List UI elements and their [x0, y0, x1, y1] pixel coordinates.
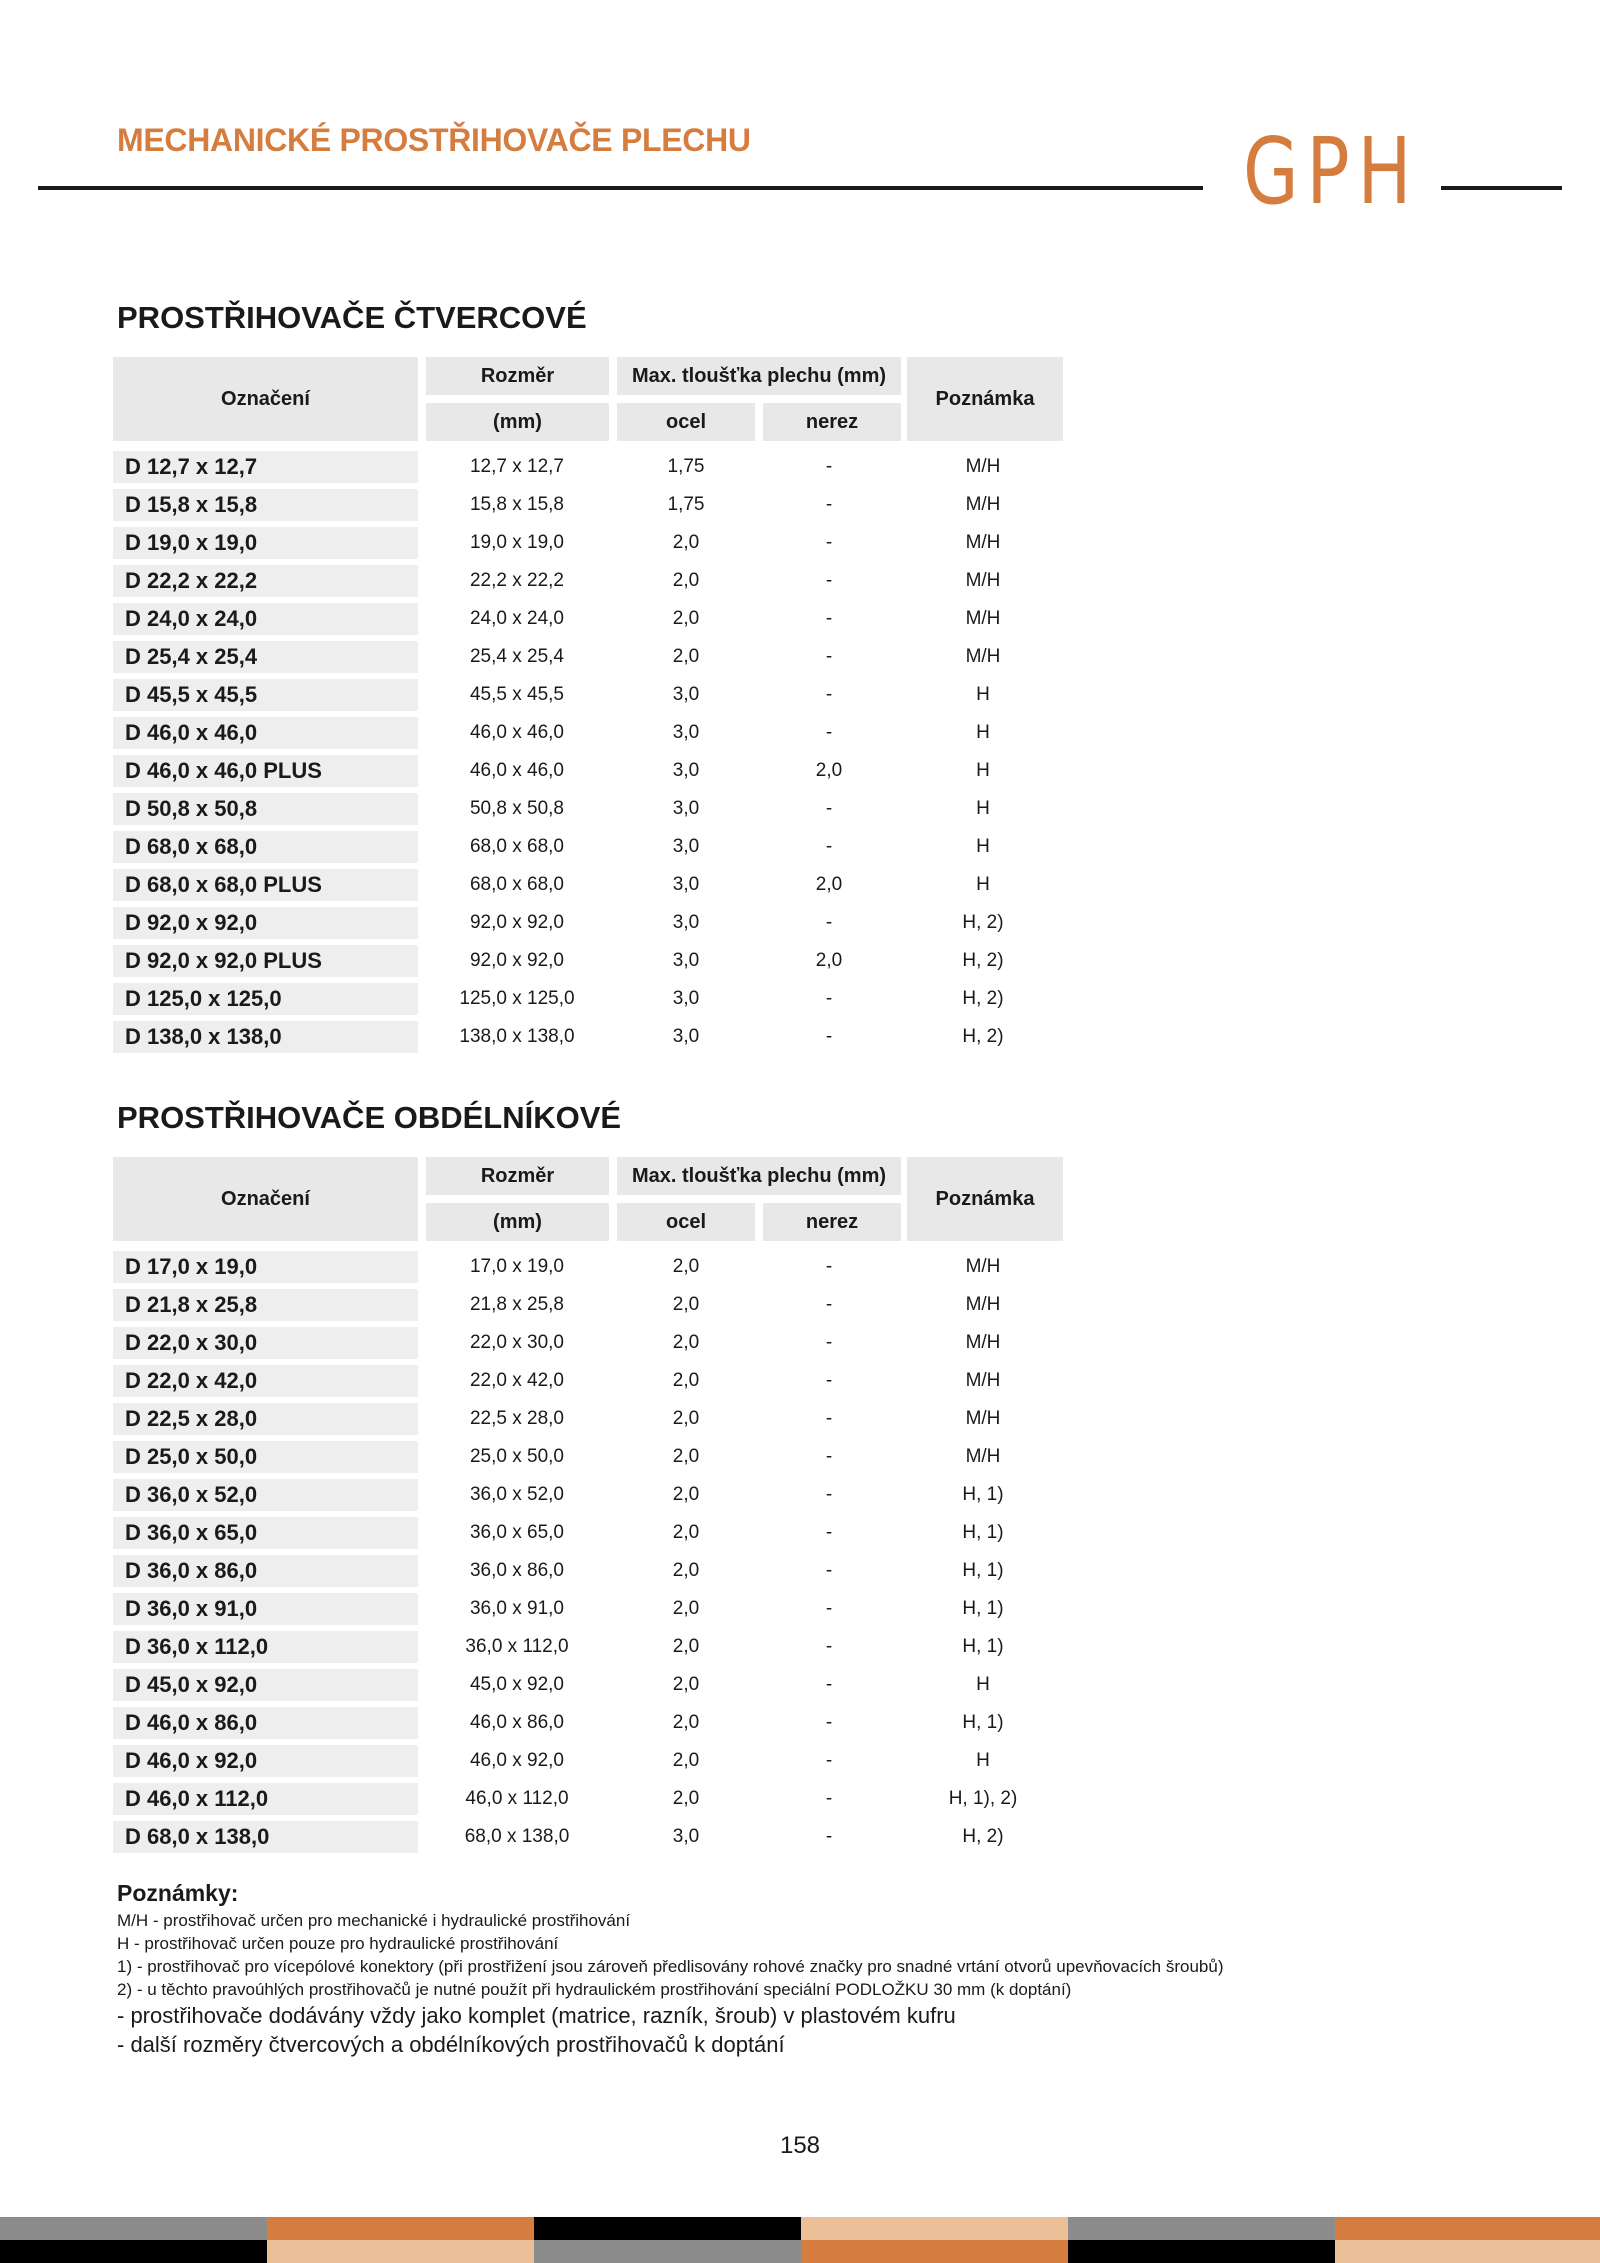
- row-note: H, 2): [962, 912, 1004, 933]
- table-row: [113, 945, 1063, 977]
- row-designation: D 36,0 x 86,0: [113, 1555, 418, 1587]
- row-size: 45,5 x 45,5: [469, 684, 565, 705]
- row-size: 46,0 x 92,0: [469, 1750, 565, 1771]
- row-note: H, 1): [962, 1636, 1004, 1657]
- row-designation: D 22,2 x 22,2: [113, 565, 418, 597]
- row-designation: D 46,0 x 112,0: [113, 1783, 418, 1815]
- row-steel: 3,0: [672, 798, 700, 819]
- row-stainless: -: [825, 494, 833, 515]
- row-note: H, 1): [962, 1522, 1004, 1543]
- color-stripe-segment: [1335, 2240, 1600, 2263]
- row-stainless: -: [825, 1788, 833, 1809]
- row-note: H, 1): [962, 1484, 1004, 1505]
- row-stainless: -: [825, 608, 833, 629]
- color-stripe-segment: [534, 2240, 801, 2263]
- row-stainless: -: [825, 836, 833, 857]
- row-stainless: -: [825, 1826, 833, 1847]
- table-row: [113, 1365, 1063, 1397]
- row-steel: 2,0: [672, 608, 700, 629]
- row-steel: 2,0: [672, 1294, 700, 1315]
- row-stainless: -: [825, 798, 833, 819]
- row-stainless: -: [825, 1026, 833, 1047]
- row-size: 36,0 x 86,0: [469, 1560, 565, 1581]
- table-row: [113, 1403, 1063, 1435]
- table-row: [113, 1555, 1063, 1587]
- row-steel: 2,0: [672, 1750, 700, 1771]
- row-steel: 3,0: [672, 684, 700, 705]
- table-row: [113, 1783, 1063, 1815]
- header-size-unit: (mm): [426, 1203, 609, 1241]
- row-steel: 2,0: [672, 1408, 700, 1429]
- row-stainless: -: [825, 1256, 833, 1277]
- row-steel: 2,0: [672, 570, 700, 591]
- table-row: [113, 1593, 1063, 1625]
- row-note: H: [976, 798, 990, 819]
- note-line: 2) - u těchto pravoúhlých prostřihovačů je nutné použít při hydraulickém prostřihování speciální PODLOŽKU 30 mm (k doptání): [117, 1980, 1072, 1999]
- color-stripe-segment: [0, 2240, 267, 2263]
- row-stainless: -: [825, 684, 833, 705]
- row-size: 22,0 x 30,0: [469, 1332, 565, 1353]
- row-designation: D 45,5 x 45,5: [113, 679, 418, 711]
- row-designation: D 22,0 x 30,0: [113, 1327, 418, 1359]
- color-stripe-segment: [534, 2217, 801, 2240]
- row-designation: D 68,0 x 138,0: [113, 1821, 418, 1853]
- row-note: H: [976, 684, 990, 705]
- row-steel: 3,0: [672, 1026, 700, 1047]
- square-section-title: PROSTŘIHOVAČE ČTVERCOVÉ: [117, 300, 587, 335]
- row-size: 45,0 x 92,0: [469, 1674, 565, 1695]
- row-stainless: -: [825, 1408, 833, 1429]
- page-header-title: MECHANICKÉ PROSTŘIHOVAČE PLECHU: [117, 122, 751, 158]
- table-row: [113, 1745, 1063, 1777]
- row-designation: D 46,0 x 46,0 PLUS: [113, 755, 418, 787]
- color-stripe-segment: [801, 2240, 1068, 2263]
- row-stainless: -: [825, 456, 833, 477]
- row-stainless: -: [825, 1598, 833, 1619]
- color-stripe-segment: [267, 2240, 534, 2263]
- row-size: 50,8 x 50,8: [469, 798, 565, 819]
- header-designation: Označení: [113, 357, 418, 441]
- row-size: 68,0 x 68,0: [469, 874, 565, 895]
- row-note: H: [976, 874, 990, 895]
- row-size: 24,0 x 24,0: [469, 608, 565, 629]
- table-row: [113, 793, 1063, 825]
- table-row: [113, 983, 1063, 1015]
- row-designation: D 46,0 x 92,0: [113, 1745, 418, 1777]
- row-designation: D 46,0 x 46,0: [113, 717, 418, 749]
- row-stainless: 2,0: [815, 874, 843, 895]
- row-designation: D 25,0 x 50,0: [113, 1441, 418, 1473]
- row-designation: D 125,0 x 125,0: [113, 983, 418, 1015]
- row-size: 92,0 x 92,0: [469, 950, 565, 971]
- row-stainless: -: [825, 570, 833, 591]
- row-note: H, 2): [962, 950, 1004, 971]
- row-stainless: -: [825, 1294, 833, 1315]
- row-size: 17,0 x 19,0: [469, 1256, 565, 1277]
- row-steel: 2,0: [672, 1332, 700, 1353]
- row-steel: 2,0: [672, 1788, 700, 1809]
- row-steel: 3,0: [672, 760, 700, 781]
- row-stainless: -: [825, 1636, 833, 1657]
- row-size: 22,5 x 28,0: [469, 1408, 565, 1429]
- row-steel: 2,0: [672, 1484, 700, 1505]
- row-designation: D 92,0 x 92,0 PLUS: [113, 945, 418, 977]
- row-steel: 3,0: [672, 722, 700, 743]
- color-stripe-segment: [1068, 2240, 1335, 2263]
- table-row: [113, 717, 1063, 749]
- table-row: [113, 1327, 1063, 1359]
- header-steel: ocel: [617, 403, 755, 441]
- row-designation: D 68,0 x 68,0 PLUS: [113, 869, 418, 901]
- row-steel: 2,0: [672, 1674, 700, 1695]
- row-note: H, 2): [962, 1026, 1004, 1047]
- note-line: 1) - prostřihovač pro vícepólové konektory (při prostřižení jsou zároveň předlisovány rohové značky pro snadné vrtání otvorů upevňovacích šroubů): [117, 1957, 1224, 1976]
- row-note: M/H: [965, 456, 1001, 477]
- table-row: [113, 603, 1063, 635]
- row-designation: D 22,5 x 28,0: [113, 1403, 418, 1435]
- row-steel: 3,0: [672, 912, 700, 933]
- row-steel: 2,0: [672, 1370, 700, 1391]
- header-stainless: nerez: [763, 1203, 901, 1241]
- row-steel: 2,0: [672, 646, 700, 667]
- row-note: H: [976, 1674, 990, 1695]
- notes-title: Poznámky:: [117, 1880, 239, 1906]
- row-note: H: [976, 760, 990, 781]
- row-size: 22,2 x 22,2: [469, 570, 565, 591]
- row-size: 19,0 x 19,0: [469, 532, 565, 553]
- header-size-unit: (mm): [426, 403, 609, 441]
- rectangular-table: [113, 1157, 1063, 1859]
- row-designation: D 19,0 x 19,0: [113, 527, 418, 559]
- row-stainless: -: [825, 1370, 833, 1391]
- row-stainless: -: [825, 1712, 833, 1733]
- row-designation: D 36,0 x 112,0: [113, 1631, 418, 1663]
- table-row: [113, 869, 1063, 901]
- row-size: 21,8 x 25,8: [469, 1294, 565, 1315]
- row-stainless: -: [825, 1484, 833, 1505]
- row-size: 22,0 x 42,0: [469, 1370, 565, 1391]
- row-note: M/H: [965, 1370, 1001, 1391]
- row-steel: 1,75: [667, 456, 705, 477]
- row-size: 12,7 x 12,7: [469, 456, 565, 477]
- row-note: H: [976, 722, 990, 743]
- row-note: H, 1): [962, 1598, 1004, 1619]
- notes-block: [117, 1880, 1417, 2059]
- color-stripe-segment: [1335, 2217, 1600, 2240]
- row-size: 46,0 x 86,0: [469, 1712, 565, 1733]
- row-note: H, 2): [962, 1826, 1004, 1847]
- row-note: H, 2): [962, 988, 1004, 1009]
- row-designation: D 25,4 x 25,4: [113, 641, 418, 673]
- table-row: [113, 831, 1063, 863]
- row-steel: 3,0: [672, 874, 700, 895]
- color-stripe-segment: [1068, 2217, 1335, 2240]
- row-designation: D 68,0 x 68,0: [113, 831, 418, 863]
- row-note: M/H: [965, 1294, 1001, 1315]
- row-size: 36,0 x 91,0: [469, 1598, 565, 1619]
- table-row: [113, 1821, 1063, 1853]
- row-designation: D 24,0 x 24,0: [113, 603, 418, 635]
- row-stainless: -: [825, 1674, 833, 1695]
- row-designation: D 17,0 x 19,0: [113, 1251, 418, 1283]
- row-stainless: 2,0: [815, 950, 843, 971]
- row-designation: D 36,0 x 65,0: [113, 1517, 418, 1549]
- row-designation: D 46,0 x 86,0: [113, 1707, 418, 1739]
- row-stainless: -: [825, 1750, 833, 1771]
- header-rule-right: [1441, 186, 1562, 190]
- row-size: 36,0 x 65,0: [469, 1522, 565, 1543]
- row-steel: 2,0: [672, 1560, 700, 1581]
- table-row: [113, 1479, 1063, 1511]
- color-stripe-segment: [267, 2217, 534, 2240]
- row-size: 36,0 x 112,0: [465, 1636, 569, 1657]
- row-designation: D 138,0 x 138,0: [113, 1021, 418, 1053]
- header-steel: ocel: [617, 1203, 755, 1241]
- table-row: [113, 451, 1063, 483]
- table-row: [113, 907, 1063, 939]
- square-table: [113, 357, 1063, 1059]
- row-note: M/H: [965, 1446, 1001, 1467]
- row-stainless: -: [825, 912, 833, 933]
- table-row: [113, 489, 1063, 521]
- table-row: [113, 1631, 1063, 1663]
- rectangular-section-title: PROSTŘIHOVAČE OBDÉLNÍKOVÉ: [117, 1100, 622, 1135]
- row-designation: D 15,8 x 15,8: [113, 489, 418, 521]
- header-designation: Označení: [113, 1157, 418, 1241]
- row-steel: 3,0: [672, 988, 700, 1009]
- table-row: [113, 1441, 1063, 1473]
- row-steel: 2,0: [672, 1446, 700, 1467]
- row-designation: D 22,0 x 42,0: [113, 1365, 418, 1397]
- row-note: H, 1): [962, 1712, 1004, 1733]
- row-steel: 2,0: [672, 1256, 700, 1277]
- row-size: 92,0 x 92,0: [469, 912, 565, 933]
- header-rule: [38, 186, 1203, 190]
- row-stainless: -: [825, 1522, 833, 1543]
- row-size: 46,0 x 46,0: [469, 760, 565, 781]
- row-designation: D 50,8 x 50,8: [113, 793, 418, 825]
- row-stainless: -: [825, 1446, 833, 1467]
- row-size: 125,0 x 125,0: [459, 988, 575, 1009]
- row-note: M/H: [965, 532, 1001, 553]
- row-designation: D 92,0 x 92,0: [113, 907, 418, 939]
- row-note: M/H: [965, 494, 1001, 515]
- row-steel: 3,0: [672, 1826, 700, 1847]
- row-steel: 2,0: [672, 1636, 700, 1657]
- header-size: Rozměr: [426, 357, 609, 395]
- row-designation: D 21,8 x 25,8: [113, 1289, 418, 1321]
- row-stainless: -: [825, 646, 833, 667]
- note-line: - prostřihovače dodávány vždy jako komplet (matrice, razník, šroub) v plastovém kufru: [117, 2003, 956, 2028]
- row-stainless: -: [825, 532, 833, 553]
- row-note: H, 1), 2): [948, 1788, 1018, 1809]
- header-stainless: nerez: [763, 403, 901, 441]
- table-row: [113, 1517, 1063, 1549]
- row-steel: 2,0: [672, 532, 700, 553]
- row-note: M/H: [965, 608, 1001, 629]
- row-size: 36,0 x 52,0: [469, 1484, 565, 1505]
- row-size: 25,0 x 50,0: [469, 1446, 565, 1467]
- row-stainless: -: [825, 1560, 833, 1581]
- row-size: 15,8 x 15,8: [469, 494, 565, 515]
- color-stripe-segment: [0, 2217, 267, 2240]
- row-note: M/H: [965, 1408, 1001, 1429]
- row-note: H, 1): [962, 1560, 1004, 1581]
- row-note: H: [976, 836, 990, 857]
- row-designation: D 12,7 x 12,7: [113, 451, 418, 483]
- row-designation: D 45,0 x 92,0: [113, 1669, 418, 1701]
- table-row: [113, 1669, 1063, 1701]
- row-size: 46,0 x 112,0: [465, 1788, 569, 1809]
- row-steel: 2,0: [672, 1598, 700, 1619]
- table-row: [113, 1289, 1063, 1321]
- header-size: Rozměr: [426, 1157, 609, 1195]
- row-size: 46,0 x 46,0: [469, 722, 565, 743]
- table-row: [113, 1707, 1063, 1739]
- note-line: M/H - prostřihovač určen pro mechanické i hydraulické prostřihování: [117, 1911, 631, 1930]
- row-steel: 1,75: [667, 494, 705, 515]
- table-row: [113, 565, 1063, 597]
- row-note: H: [976, 1750, 990, 1771]
- row-stainless: -: [825, 722, 833, 743]
- row-note: M/H: [965, 1332, 1001, 1353]
- table-row: [113, 679, 1063, 711]
- row-steel: 2,0: [672, 1712, 700, 1733]
- row-size: 68,0 x 138,0: [464, 1826, 570, 1847]
- table-row: [113, 1251, 1063, 1283]
- row-note: M/H: [965, 646, 1001, 667]
- row-stainless: -: [825, 988, 833, 1009]
- row-steel: 2,0: [672, 1522, 700, 1543]
- page-number: 158: [779, 2132, 821, 2159]
- row-stainless: 2,0: [815, 760, 843, 781]
- note-line: - další rozměry čtvercových a obdélníkových prostřihovačů k doptání: [117, 2032, 785, 2057]
- table-row: [113, 1021, 1063, 1053]
- table-row: [113, 755, 1063, 787]
- table-row: [113, 641, 1063, 673]
- table-row: [113, 527, 1063, 559]
- row-size: 138,0 x 138,0: [459, 1026, 575, 1047]
- row-designation: D 36,0 x 52,0: [113, 1479, 418, 1511]
- color-stripe-segment: [801, 2217, 1068, 2240]
- row-steel: 3,0: [672, 836, 700, 857]
- row-stainless: -: [825, 1332, 833, 1353]
- gph-logo: GPH: [1243, 118, 1420, 225]
- row-size: 68,0 x 68,0: [469, 836, 565, 857]
- header-max-thickness: Max. tloušťka plechu (mm): [617, 357, 901, 395]
- row-steel: 3,0: [672, 950, 700, 971]
- header-max-thickness: Max. tloušťka plechu (mm): [617, 1157, 901, 1195]
- row-note: M/H: [965, 570, 1001, 591]
- header-note: Poznámka: [907, 1157, 1063, 1241]
- row-size: 25,4 x 25,4: [469, 646, 565, 667]
- row-note: M/H: [965, 1256, 1001, 1277]
- header-note: Poznámka: [907, 357, 1063, 441]
- row-designation: D 36,0 x 91,0: [113, 1593, 418, 1625]
- note-line: H - prostřihovač určen pouze pro hydraulické prostřihování: [117, 1934, 559, 1953]
